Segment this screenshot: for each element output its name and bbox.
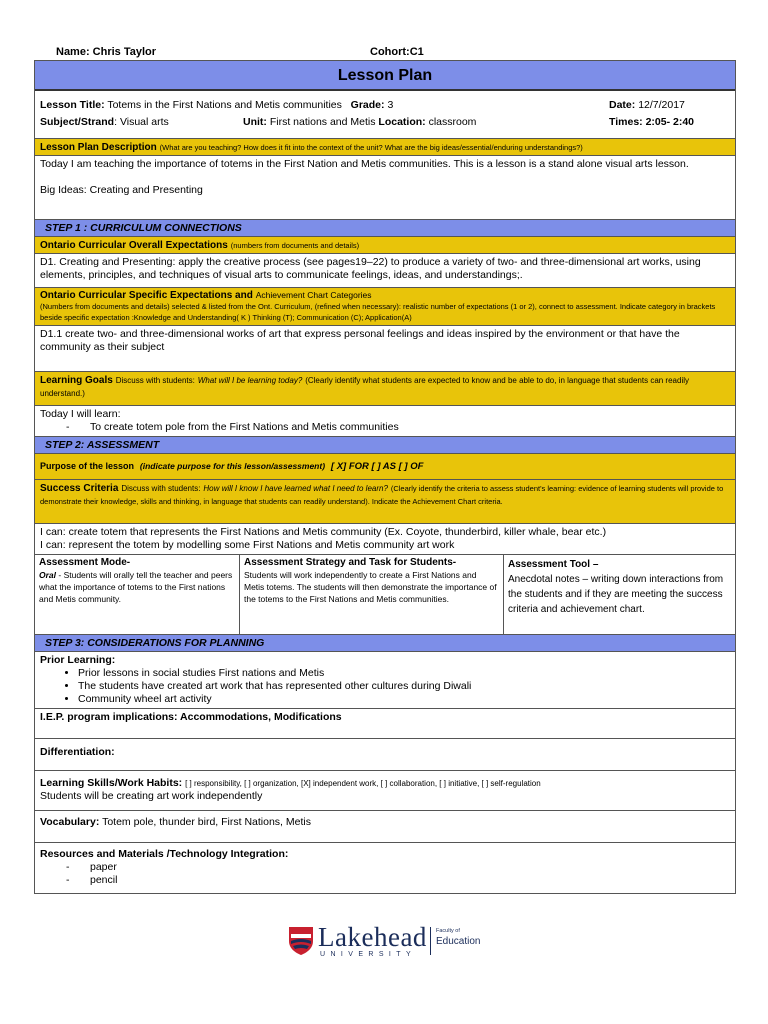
assessment-tool bbox=[503, 555, 735, 634]
learning-skills-text: Students will be creating art work independently bbox=[40, 790, 263, 802]
resource-item: - pencil bbox=[66, 874, 730, 887]
success-criteria-body bbox=[35, 524, 735, 555]
logo-faculty: Faculty of bbox=[436, 928, 460, 934]
resource-item: - paper bbox=[66, 861, 730, 874]
success-criteria-header bbox=[35, 480, 735, 524]
step3-header: STEP 3: CONSIDERATIONS FOR PLANNING bbox=[35, 635, 735, 652]
logo-divider bbox=[430, 927, 431, 955]
logo-name: Lakehead bbox=[318, 922, 427, 952]
grade-value: 3 bbox=[387, 99, 394, 111]
student-name: Name: Chris Taylor bbox=[56, 46, 157, 58]
date-line bbox=[609, 99, 685, 111]
vocabulary-row bbox=[35, 811, 735, 843]
success-line-1: I can: create totem that represents the First Nations and Metis community (Ex. Coyote, thunderbird, killer whale, bear etc.) bbox=[40, 526, 607, 538]
specific-expectations-header bbox=[35, 288, 735, 326]
description-label: Lesson Plan Description bbox=[40, 142, 157, 153]
date-value: 12/7/2017 bbox=[638, 99, 685, 111]
assessment-mode-em: Oral bbox=[39, 570, 57, 580]
assessment-strategy-text: Students will work independently to create a First Nations and Metis totems. The students will then demonstrate the importance of the totems to the First Nations and Metis communities. bbox=[244, 570, 497, 604]
lesson-header bbox=[35, 91, 735, 139]
page-title: Lesson Plan bbox=[35, 61, 735, 91]
goals-label: Learning Goals bbox=[40, 375, 113, 386]
purpose-hint: (indicate purpose for this lesson/assessment) bbox=[139, 461, 326, 471]
prior-learning-item: • The students have created art work that has represented other cultures during Diwali bbox=[78, 680, 730, 693]
success-hint-c: (Clearly identify the criteria to assess student's learning: evidence of learning students will provide to demonstrate their knowledge, skills and thinking, in language that students can readily understand). Indicate the Achievement Chart criteria. bbox=[40, 484, 724, 506]
prior-learning-label: Prior Learning: bbox=[40, 654, 116, 666]
goals-list bbox=[40, 421, 730, 434]
times-value: 2:05- 2:40 bbox=[645, 116, 695, 128]
goals-hint-b: What will I be learning today? bbox=[197, 376, 303, 385]
specific-hint: (Numbers from documents and details) selected & listed from the Ont. Curriculum, (refined when necessary): realistic number of expectations (1 or 2), connect to assessment. Indicate category in brackets beside specific expectation :Knowledge and Understanding( K ) Thinking (T); Communication (C); Application(A) bbox=[40, 302, 716, 322]
vocabulary-text: Totem pole, thunder bird, First Nations, Metis bbox=[102, 816, 311, 828]
unit-label: Unit: bbox=[243, 116, 267, 128]
assessment-tool-text: Anecdotal notes – writing down interactions from the students and if they are meeting the success criteria and achievement chart. bbox=[508, 574, 724, 615]
assessment-strategy-title: Assessment Strategy and Task for Students- bbox=[244, 557, 457, 568]
learning-goals-header bbox=[35, 372, 735, 406]
unit-value: First nations and Metis bbox=[269, 116, 376, 128]
success-hint-a: Discuss with students: bbox=[121, 484, 201, 493]
specific-label: Ontario Curricular Specific Expectations and bbox=[40, 290, 253, 301]
assessment-tool-title: Assessment Tool – bbox=[508, 559, 599, 570]
times-line bbox=[609, 116, 694, 128]
prior-learning-list bbox=[40, 667, 730, 706]
resources-label: Resources and Materials /Technology Integration: bbox=[40, 848, 289, 860]
resources-list bbox=[40, 861, 730, 887]
overall-expectations-header bbox=[35, 237, 735, 254]
overall-expectations-body: D1. Creating and Presenting: apply the creative process (see pages19–22) to produce a variety of two- and three-dimensional art works, using elements, principles, and techniques of visual arts to communicate feelings, ideas, and understandings;. bbox=[35, 254, 735, 288]
goals-intro: Today I will learn: bbox=[40, 408, 121, 420]
lesson-plan-form bbox=[34, 60, 736, 894]
cohort: Cohort:C1 bbox=[370, 46, 424, 58]
location-label: Location: bbox=[378, 116, 426, 128]
learning-skills-label: Learning Skills/Work Habits: bbox=[40, 777, 183, 789]
assessment-mode bbox=[35, 555, 239, 634]
logo-university: UNIVERSITY bbox=[320, 951, 417, 958]
success-line-2: I can: represent the totem by modelling some First Nations and Metis community art work bbox=[40, 539, 455, 551]
goals-hint-c: (Clearly identify what students are expected to know and be able to do, in language that students can readily understand.) bbox=[40, 376, 689, 398]
learning-skills-options: [ ] responsibility, [ ] organization, [X] independent work, [ ] collaboration, [ ] initiative, [ ] self-regulation bbox=[185, 779, 541, 788]
lesson-title-label: Lesson Title: bbox=[40, 99, 105, 111]
times-label: Times: bbox=[609, 116, 643, 128]
success-hint-b: How will I know I have learned what I need to learn? bbox=[203, 484, 388, 493]
description-header bbox=[35, 139, 735, 156]
unit-line bbox=[243, 116, 476, 128]
assessment-table bbox=[35, 555, 735, 635]
date-label: Date: bbox=[609, 99, 636, 111]
iep-row: I.E.P. program implications: Accommodations, Modifications bbox=[35, 709, 735, 739]
overall-hint: (numbers from documents and details) bbox=[230, 241, 360, 250]
grade-label: Grade: bbox=[350, 99, 385, 111]
prior-learning-item: • Community wheel art activity bbox=[78, 693, 730, 706]
goals-hint-a: Discuss with students: bbox=[115, 376, 195, 385]
step1-header: STEP 1 : CURRICULUM CONNECTIONS bbox=[35, 220, 735, 237]
differentiation-row: Differentiation: bbox=[35, 739, 735, 771]
step2-header: STEP 2: ASSESSMENT bbox=[35, 437, 735, 454]
subject-label: Subject/Strand bbox=[40, 116, 115, 128]
description-text: Today I am teaching the importance of totems in the First Nation and Metis communities. This is a lesson is a stand alone visual arts lesson. bbox=[40, 158, 689, 170]
learning-skills-row bbox=[35, 771, 735, 811]
big-ideas: Big Ideas: Creating and Presenting bbox=[40, 184, 203, 196]
subject-value: : Visual arts bbox=[114, 116, 169, 128]
assessment-mode-title: Assessment Mode- bbox=[39, 557, 131, 568]
prior-learning-item: • Prior lessons in social studies First nations and Metis bbox=[78, 667, 730, 680]
assessment-strategy bbox=[239, 555, 503, 634]
vocabulary-label: Vocabulary: bbox=[40, 816, 100, 828]
specific-expectations-body: D1.1 create two- and three-dimensional works of art that express personal feelings and ideas inspired by the environment or that have the community as their subject bbox=[35, 326, 735, 372]
lesson-title-line bbox=[40, 99, 393, 111]
goal-item: - To create totem pole from the First Nations and Metis communities bbox=[66, 421, 730, 434]
subject-line bbox=[40, 116, 169, 128]
description-hint: (What are you teaching? How does it fit into the context of the unit? What are the big ideas/essential/enduring understandings?) bbox=[159, 143, 583, 152]
assessment-mode-text: - Students will orally tell the teacher and peers what the importance of totems to the First nations and Metis community. bbox=[39, 570, 233, 604]
specific-label2: Achievement Chart Categories bbox=[255, 290, 372, 300]
location-value: classroom bbox=[428, 116, 477, 128]
shield-icon bbox=[288, 926, 314, 956]
description-body bbox=[35, 156, 735, 220]
success-label: Success Criteria bbox=[40, 483, 119, 494]
lesson-title-value: Totems in the First Nations and Metis communities bbox=[107, 99, 342, 111]
purpose-row bbox=[35, 454, 735, 480]
purpose-options: [ X] FOR [ ] AS [ ] OF bbox=[330, 461, 424, 472]
prior-learning bbox=[35, 652, 735, 709]
logo-education: Education bbox=[436, 936, 481, 947]
overall-label: Ontario Curricular Overall Expectations bbox=[40, 240, 228, 251]
resources-row bbox=[35, 843, 735, 893]
lakehead-logo bbox=[288, 924, 488, 960]
purpose-label: Purpose of the lesson bbox=[40, 461, 135, 471]
learning-goals-body bbox=[35, 406, 735, 437]
